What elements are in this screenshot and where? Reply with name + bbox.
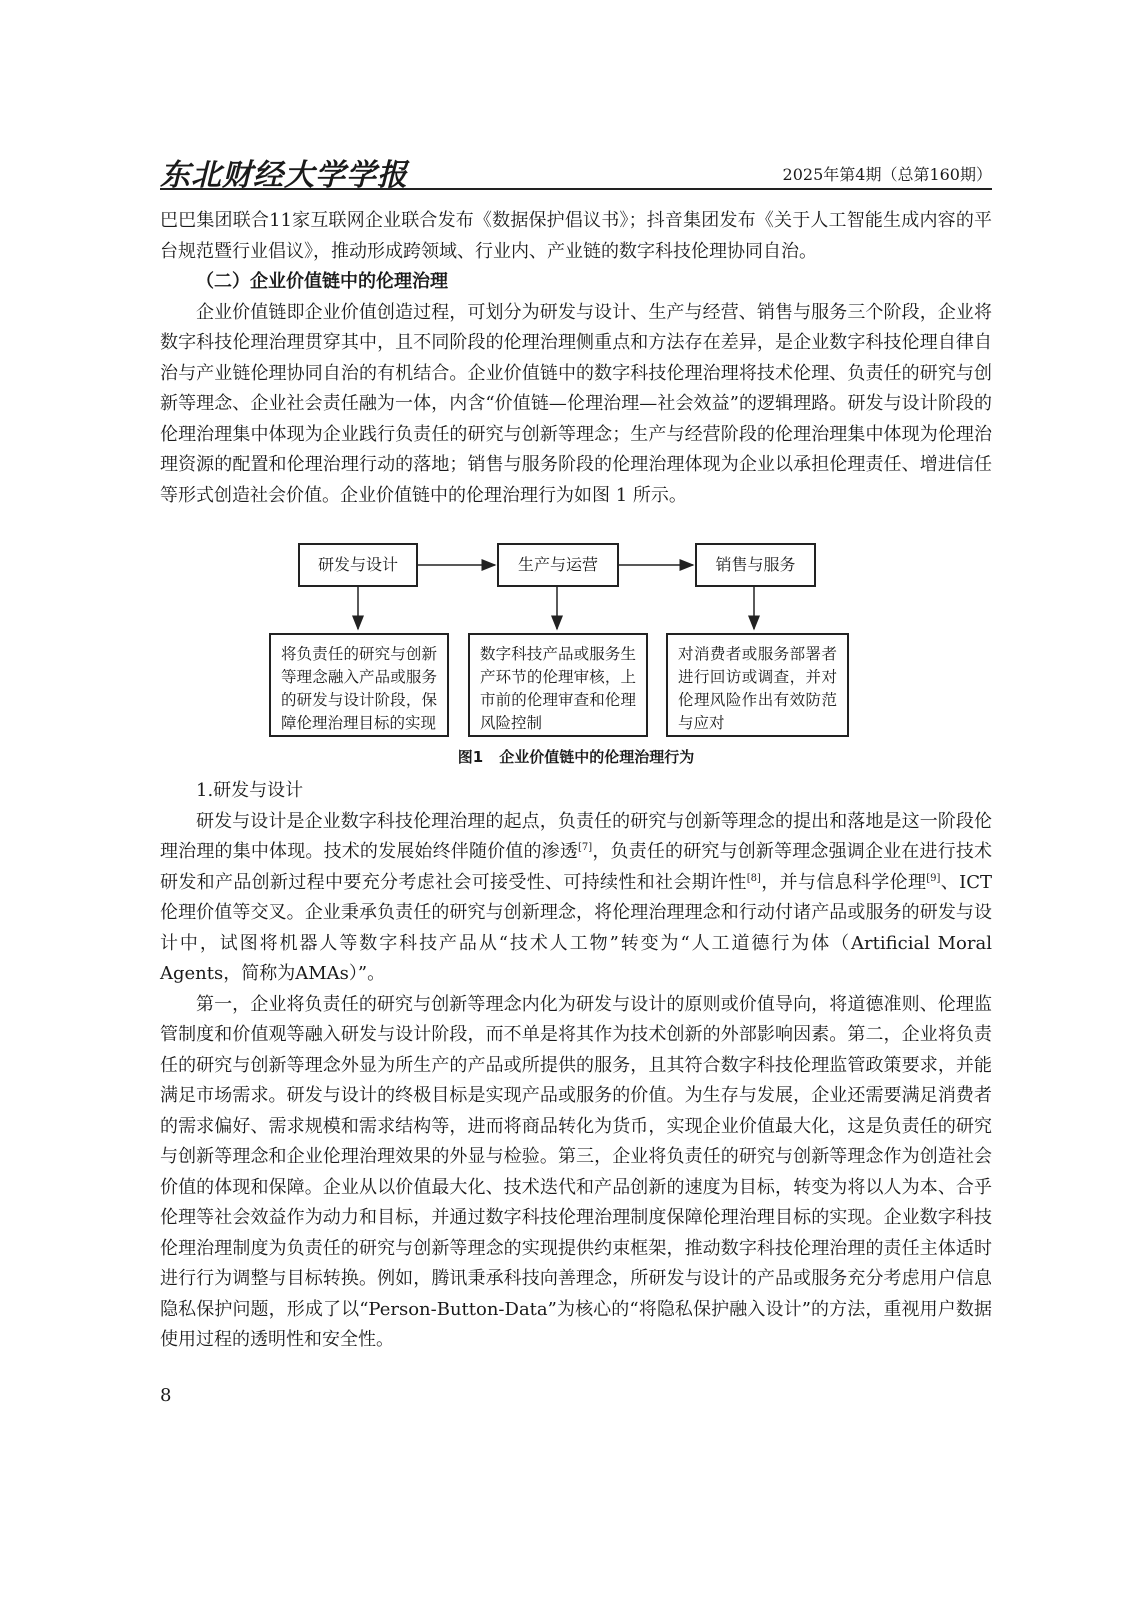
- section-paragraph: 企业价值链即企业价值创造过程，可划分为研发与设计、生产与经营、销售与服务三个阶段，企业将数字科技伦理治理贯穿其中，且不同阶段的伦理治理侧重点和方法存在差异，是企业数字科技伦理自律自治与产业链伦理协同自治的有机结合。企业价值链中的数字科技伦理治理将技术伦理、负责任的研究与创新等理念、企业社会责任融为一体，内含“价值链—伦理治理—社会效益”的逻辑理路。研发与设计阶段的伦理治理集中体现为企业践行负责任的研究与创新等理念；生产与经营阶段的伦理治理集中体现为伦理治理资源的配置和伦理治理行动的落地；销售与服务阶段的伦理治理体现为企业以承担伦理责任、增进信任等形式创造社会价值。企业价值链中的伦理治理行为如图 1 所示。: [160, 301, 992, 506]
- paragraph-research-design: [160, 807, 992, 990]
- page-header: [160, 148, 992, 198]
- upper-body: [160, 206, 992, 511]
- lower-body: [160, 776, 992, 1356]
- stage-box-production-operation: 生产与运营: [497, 543, 619, 587]
- stage-box-research-design: 研发与设计: [298, 543, 418, 587]
- figure-caption: [160, 746, 992, 767]
- page-number: 8: [160, 1385, 172, 1406]
- para1-text-a: 研发与设计是企业数字科技伦理治理的起点，负责任的研究与创新等理念的提出和落地是这一阶段伦理治理的集中体现。技术的发展始终伴随价值的渗透: [160, 810, 992, 862]
- paragraph-three-points: 第一，企业将负责任的研究与创新等理念内化为研发与设计的原则或价值导向，将道德准则、伦理监管制度和价值观等融入研发与设计阶段，而不单是将其作为技术创新的外部影响因素。第二，企业将负责任的研究与创新等理念外显为所生产的产品或所提供的服务，且其符合数字科技伦理监管政策要求，并能满足市场需求。研发与设计的终极目标是实现产品或服务的价值。为生存与发展，企业还需要满足消费者的需求偏好、需求规模和需求结构等，进而将商品转化为货币，实现企业价值最大化，这是负责任的研究与创新等理念和企业伦理治理效果的外显与检验。第三，企业将负责任的研究与创新等理念作为创造社会价值的体现和保障。企业从以价值最大化、技术迭代和产品创新的速度为目标，转变为将以人为本、合乎伦理等社会效益作为动力和目标，并通过数字科技伦理治理制度保障伦理治理目标的实现。企业数字科技伦理治理制度为负责任的研究与创新等理念的实现提供约束框架，推动数字科技伦理治理的责任主体适时进行行为调整与目标转换。例如，腾讯秉承科技向善理念，所研发与设计的产品或服务充分考虑用户信息隐私保护问题，形成了以“Person-Button-Data”为核心的“将隐私保护融入设计”的方法，重视用户数据使用过程的透明性和安全性。: [160, 993, 992, 1350]
- issue-info: 2025年第4期（总第160期）: [782, 165, 992, 184]
- para1-text-c: ，并与信息科学伦理: [760, 871, 927, 893]
- stage-desc-research-design: 将负责任的研究与创新等理念融入产品或服务的研发与设计阶段，保障伦理治理目标的实现: [269, 633, 449, 737]
- continued-paragraph: 巴巴集团联合11家互联网企业联合发布《数据保护倡议书》；抖音集团发布《关于人工智能生成内容的平台规范暨行业倡议》，推动形成跨领域、行业内、产业链的数字科技伦理协同自治。: [160, 210, 992, 262]
- para1-text-d: 、ICT伦理价值等交叉。企业秉承负责任的研究与创新理念，将伦理治理理念和行动付诸产品或服务的研发与设计中，试图将机器人等数字科技产品从“技术人工物”转变为“人工道德行为体（Artificial Moral Agents，简称为AMAs）”。: [160, 871, 993, 984]
- stage-desc-sales-service: 对消费者或服务部署者进行回访或调查，并对伦理风险作出有效防范与应对: [666, 633, 849, 737]
- section-heading: （二）企业价值链中的伦理治理: [196, 271, 448, 292]
- subsection-heading: 1.研发与设计: [196, 780, 304, 801]
- figure-caption-number: 图1: [457, 748, 484, 766]
- para1-text-b: ，负责任的研究与创新等理念强调企业在进行技术研发和产品创新过程中要充分考虑社会可接受性、可持续性和社会期许性: [160, 841, 992, 893]
- figure-caption-title: 企业价值链中的伦理治理行为: [499, 748, 695, 766]
- stage-desc-production-operation: 数字科技产品或服务生产环节的伦理审核，上市前的伦理审查和伦理风险控制: [468, 633, 648, 737]
- citation-8: [8]: [746, 872, 761, 884]
- citation-9: [9]: [926, 872, 941, 884]
- figure-value-chain: [160, 540, 992, 790]
- header-rule: [160, 188, 992, 190]
- journal-name: 东北财经大学学报: [160, 158, 408, 193]
- stage-box-sales-service: 销售与服务: [695, 543, 816, 587]
- citation-7: [7]: [578, 842, 593, 853]
